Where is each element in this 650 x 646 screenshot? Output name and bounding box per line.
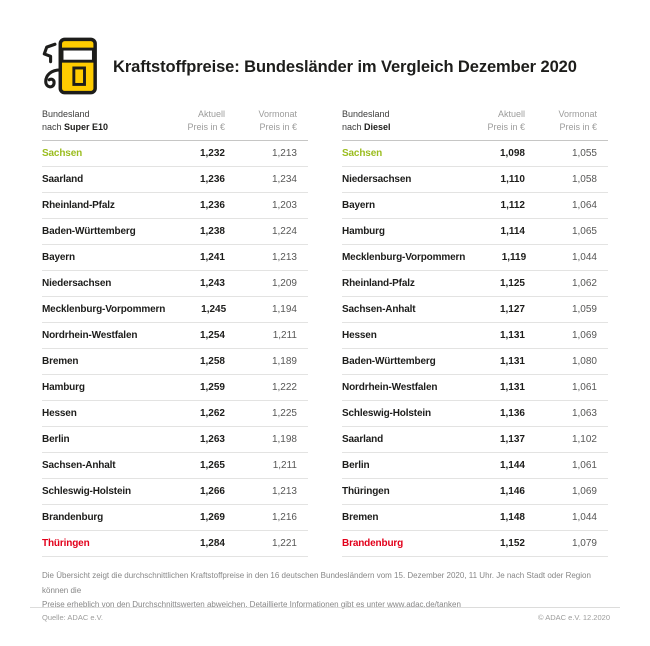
state-name: Bayern [42, 252, 76, 263]
current-price: 1,148 [499, 512, 525, 523]
previous-price: 1,044 [571, 252, 597, 263]
state-name: Nordrhein-Westfalen [42, 330, 138, 341]
table-row [342, 349, 608, 375]
col-header-aktuell: Aktuell Preis in € [487, 109, 525, 132]
table-rows [342, 141, 608, 557]
table-row [42, 375, 308, 401]
current-price: 1,245 [201, 304, 227, 315]
state-name: Bremen [342, 512, 379, 523]
current-price: 1,238 [199, 226, 225, 237]
previous-price: 1,062 [571, 278, 597, 289]
current-price: 1,236 [199, 200, 225, 211]
table-row [342, 323, 608, 349]
table-row [342, 167, 608, 193]
current-price: 1,254 [199, 330, 225, 341]
state-name: Rheinland-Pfalz [42, 200, 115, 211]
table-row [42, 401, 308, 427]
current-price: 1,146 [499, 486, 525, 497]
table-row [342, 375, 608, 401]
state-name: Hamburg [42, 382, 85, 393]
previous-price: 1,222 [271, 382, 297, 393]
footnote-line2: Preise erheblich von den Durchschnittswerten abweichen. Detaillierte Informationen gibt es unter www.adac.de/tanken [42, 600, 461, 609]
previous-price: 1,044 [571, 512, 597, 523]
state-name: Mecklenburg-Vorpommern [42, 304, 166, 315]
fuel-type-label: Diesel [364, 122, 391, 132]
current-price: 1,243 [199, 278, 225, 289]
table-row [42, 323, 308, 349]
current-price: 1,241 [199, 252, 225, 263]
previous-price: 1,225 [271, 408, 297, 419]
current-price: 1,265 [199, 460, 225, 471]
table-diesel [342, 108, 608, 557]
state-name: Mecklenburg-Vorpommern [342, 252, 466, 263]
table-row [42, 271, 308, 297]
table-row [42, 505, 308, 531]
state-name: Brandenburg [342, 538, 404, 549]
previous-price: 1,080 [571, 356, 597, 367]
previous-price: 1,065 [571, 226, 597, 237]
previous-price: 1,213 [271, 486, 297, 497]
state-name: Bayern [342, 200, 376, 211]
previous-price: 1,224 [271, 226, 297, 237]
state-name: Thüringen [342, 486, 390, 497]
previous-price: 1,194 [271, 304, 297, 315]
col-header-line2-prefix: nach [42, 122, 65, 132]
table-header [342, 108, 608, 141]
state-name: Sachsen [342, 148, 383, 159]
footer-credits [42, 613, 610, 622]
fuel-type-label: Super E10 [64, 122, 109, 132]
state-name: Hessen [342, 330, 377, 341]
state-name: Bremen [42, 356, 79, 367]
table-super-e10 [42, 108, 308, 557]
state-name: Niedersachsen [42, 278, 112, 289]
previous-price: 1,059 [571, 304, 597, 315]
previous-price: 1,069 [571, 330, 597, 341]
footnote-line1: Die Übersicht zeigt die durchschnittlichen Kraftstoffpreise in den 16 deutschen Bundesländern vom 15. Dezember 2020, 11 Uhr. Je nach Stadt oder Region können die [42, 571, 591, 595]
current-price: 1,144 [499, 460, 525, 471]
table-header [42, 108, 308, 141]
previous-price: 1,211 [272, 460, 297, 471]
previous-price: 1,079 [571, 538, 597, 549]
table-row [42, 141, 308, 167]
current-price: 1,232 [199, 148, 225, 159]
current-price: 1,112 [500, 200, 525, 211]
current-price: 1,236 [199, 174, 225, 185]
previous-price: 1,213 [271, 148, 297, 159]
previous-price: 1,061 [571, 382, 597, 393]
previous-price: 1,198 [271, 434, 297, 445]
table-row [342, 453, 608, 479]
table-row [42, 297, 308, 323]
previous-price: 1,069 [571, 486, 597, 497]
table-row [42, 167, 308, 193]
current-price: 1,131 [499, 356, 525, 367]
table-row [342, 531, 608, 557]
col-header-vormonat: Vormonat Preis in € [558, 109, 597, 132]
current-price: 1,152 [499, 538, 525, 549]
table-row [42, 531, 308, 557]
current-price: 1,098 [499, 148, 525, 159]
current-price: 1,114 [500, 226, 525, 237]
state-name: Niedersachsen [342, 174, 412, 185]
col-header-vormonat: Vormonat Preis in € [258, 109, 297, 132]
table-row [42, 479, 308, 505]
table-row [342, 219, 608, 245]
table-row [342, 245, 608, 271]
current-price: 1,136 [499, 408, 525, 419]
previous-price: 1,221 [271, 538, 297, 549]
col-header-bundesland [42, 108, 163, 134]
current-price: 1,127 [499, 304, 525, 315]
table-row [342, 427, 608, 453]
footnote [42, 569, 614, 613]
table-row [42, 453, 308, 479]
footer-divider [30, 607, 620, 608]
current-price: 1,263 [199, 434, 225, 445]
state-name: Berlin [42, 434, 70, 445]
fuel-pump-icon [38, 36, 100, 98]
state-name: Brandenburg [42, 512, 104, 523]
state-name: Hessen [42, 408, 77, 419]
header [38, 36, 608, 98]
current-price: 1,259 [199, 382, 225, 393]
previous-price: 1,203 [271, 200, 297, 211]
state-name: Schleswig-Holstein [342, 408, 431, 419]
state-name: Saarland [42, 174, 84, 185]
previous-price: 1,058 [571, 174, 597, 185]
previous-price: 1,213 [271, 252, 297, 263]
col-header-line1: Bundesland [42, 109, 90, 119]
table-row [342, 271, 608, 297]
state-name: Sachsen [42, 148, 83, 159]
col-header-line2-prefix: nach [342, 122, 365, 132]
current-price: 1,125 [499, 278, 525, 289]
state-name: Sachsen-Anhalt [342, 304, 416, 315]
state-name: Thüringen [42, 538, 90, 549]
col-header-line1: Bundesland [342, 109, 390, 119]
current-price: 1,258 [199, 356, 225, 367]
table-row [342, 479, 608, 505]
price-tables [42, 108, 608, 557]
state-name: Schleswig-Holstein [42, 486, 131, 497]
previous-price: 1,211 [272, 330, 297, 341]
table-row [42, 219, 308, 245]
copyright-label: © ADAC e.V. 12.2020 [538, 613, 610, 622]
current-price: 1,269 [199, 512, 225, 523]
previous-price: 1,234 [271, 174, 297, 185]
previous-price: 1,189 [271, 356, 297, 367]
page-title: Kraftstoffpreise: Bundesländer im Vergleich Dezember 2020 [113, 57, 577, 76]
current-price: 1,266 [199, 486, 225, 497]
table-rows [42, 141, 308, 557]
col-header-bundesland [342, 108, 463, 134]
table-row [42, 193, 308, 219]
state-name: Baden-Württemberg [42, 226, 136, 237]
table-row [342, 141, 608, 167]
state-name: Hamburg [342, 226, 385, 237]
state-name: Baden-Württemberg [342, 356, 436, 367]
state-name: Saarland [342, 434, 384, 445]
previous-price: 1,055 [571, 148, 597, 159]
current-price: 1,284 [199, 538, 225, 549]
source-label: Quelle: ADAC e.V. [42, 613, 104, 622]
previous-price: 1,216 [271, 512, 297, 523]
current-price: 1,110 [500, 174, 525, 185]
table-row [42, 245, 308, 271]
state-name: Sachsen-Anhalt [42, 460, 116, 471]
table-row [42, 349, 308, 375]
table-row [342, 505, 608, 531]
table-row [342, 297, 608, 323]
current-price: 1,262 [199, 408, 225, 419]
state-name: Berlin [342, 460, 370, 471]
previous-price: 1,209 [271, 278, 297, 289]
previous-price: 1,064 [571, 200, 597, 211]
col-header-aktuell: Aktuell Preis in € [187, 109, 225, 132]
table-row [42, 427, 308, 453]
state-name: Rheinland-Pfalz [342, 278, 415, 289]
previous-price: 1,061 [571, 460, 597, 471]
current-price: 1,137 [499, 434, 525, 445]
table-row [342, 401, 608, 427]
state-name: Nordrhein-Westfalen [342, 382, 438, 393]
current-price: 1,119 [501, 252, 527, 263]
current-price: 1,131 [499, 382, 525, 393]
table-row [342, 193, 608, 219]
previous-price: 1,102 [571, 434, 597, 445]
current-price: 1,131 [499, 330, 525, 341]
previous-price: 1,063 [571, 408, 597, 419]
